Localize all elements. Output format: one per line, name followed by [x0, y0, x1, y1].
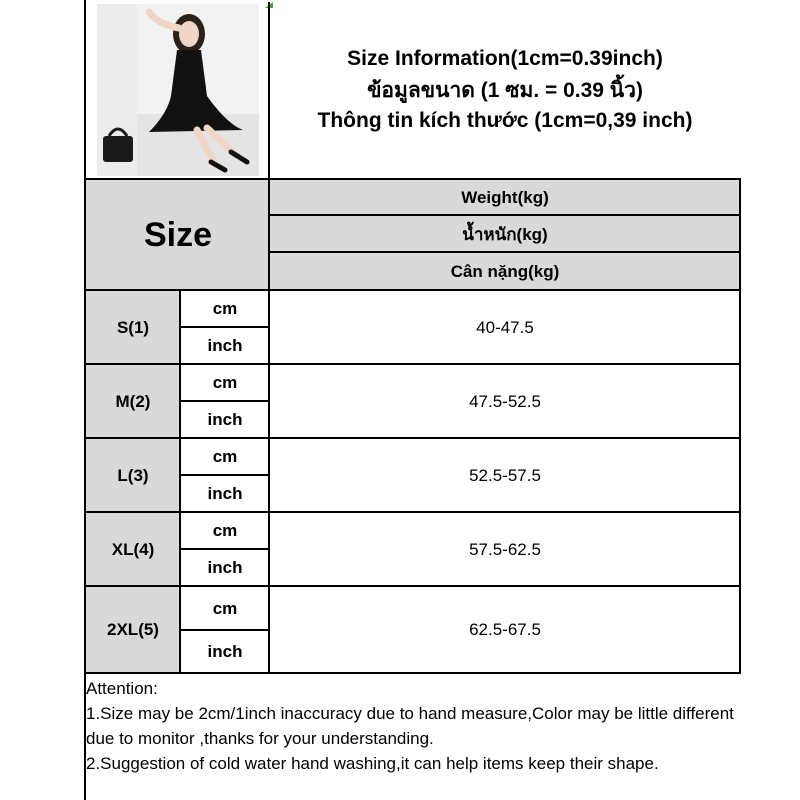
- weight-header-vietnamese: Cân nặng(kg): [270, 253, 740, 290]
- size-cell: M(2): [86, 365, 180, 438]
- size-cell: L(3): [86, 439, 180, 512]
- product-photo: [97, 4, 259, 176]
- weight-value: 47.5-52.5: [469, 391, 541, 411]
- unit-inch-label: inch: [207, 483, 243, 503]
- weight-value: 52.5-57.5: [469, 465, 541, 485]
- unit-inch-label: inch: [207, 335, 243, 355]
- size-cell: XL(4): [86, 513, 180, 586]
- weight-header-english: Weight(kg): [270, 180, 740, 216]
- unit-cm-label: cm: [212, 299, 238, 318]
- weight-value: 40-47.5: [476, 317, 534, 337]
- unit-cm-label: cm: [212, 598, 238, 618]
- size-cell: 2XL(5): [86, 587, 180, 673]
- weight-header-thai: น้ำหนัก(kg): [270, 216, 740, 253]
- title-line-vietnamese: Thông tin kích thước (1cm=0,39 inch): [317, 109, 693, 132]
- unit-inch-label: inch: [207, 641, 243, 661]
- weight-value: 57.5-62.5: [469, 539, 541, 559]
- size-cell: S(1): [86, 291, 180, 364]
- unit-inch-label: inch: [207, 409, 243, 429]
- weight-value: 62.5-67.5: [469, 620, 541, 639]
- notes-heading: Attention:: [86, 679, 158, 698]
- note-item-1: 1.Size may be 2cm/1inch inaccuracy due to hand measure,Color may be little different due to monitor ,thanks for your understanding.: [86, 704, 734, 748]
- model-in-black-dress-image: [97, 4, 259, 176]
- unit-cm-label: cm: [212, 447, 238, 466]
- unit-inch-label: inch: [207, 557, 243, 577]
- unit-cm-label: cm: [212, 521, 238, 540]
- note-item-2: 2.Suggestion of cold water hand washing,it can help items keep their shape.: [86, 754, 659, 773]
- title-line-english: Size Information(1cm=0.39inch): [347, 47, 663, 70]
- unit-cm-label: cm: [212, 373, 238, 392]
- attention-notes: [86, 676, 736, 776]
- title-line-thai: ข้อมูลขนาด (1 ซม. = 0.39 นิ้ว): [367, 78, 643, 102]
- size-header: Size: [86, 180, 270, 290]
